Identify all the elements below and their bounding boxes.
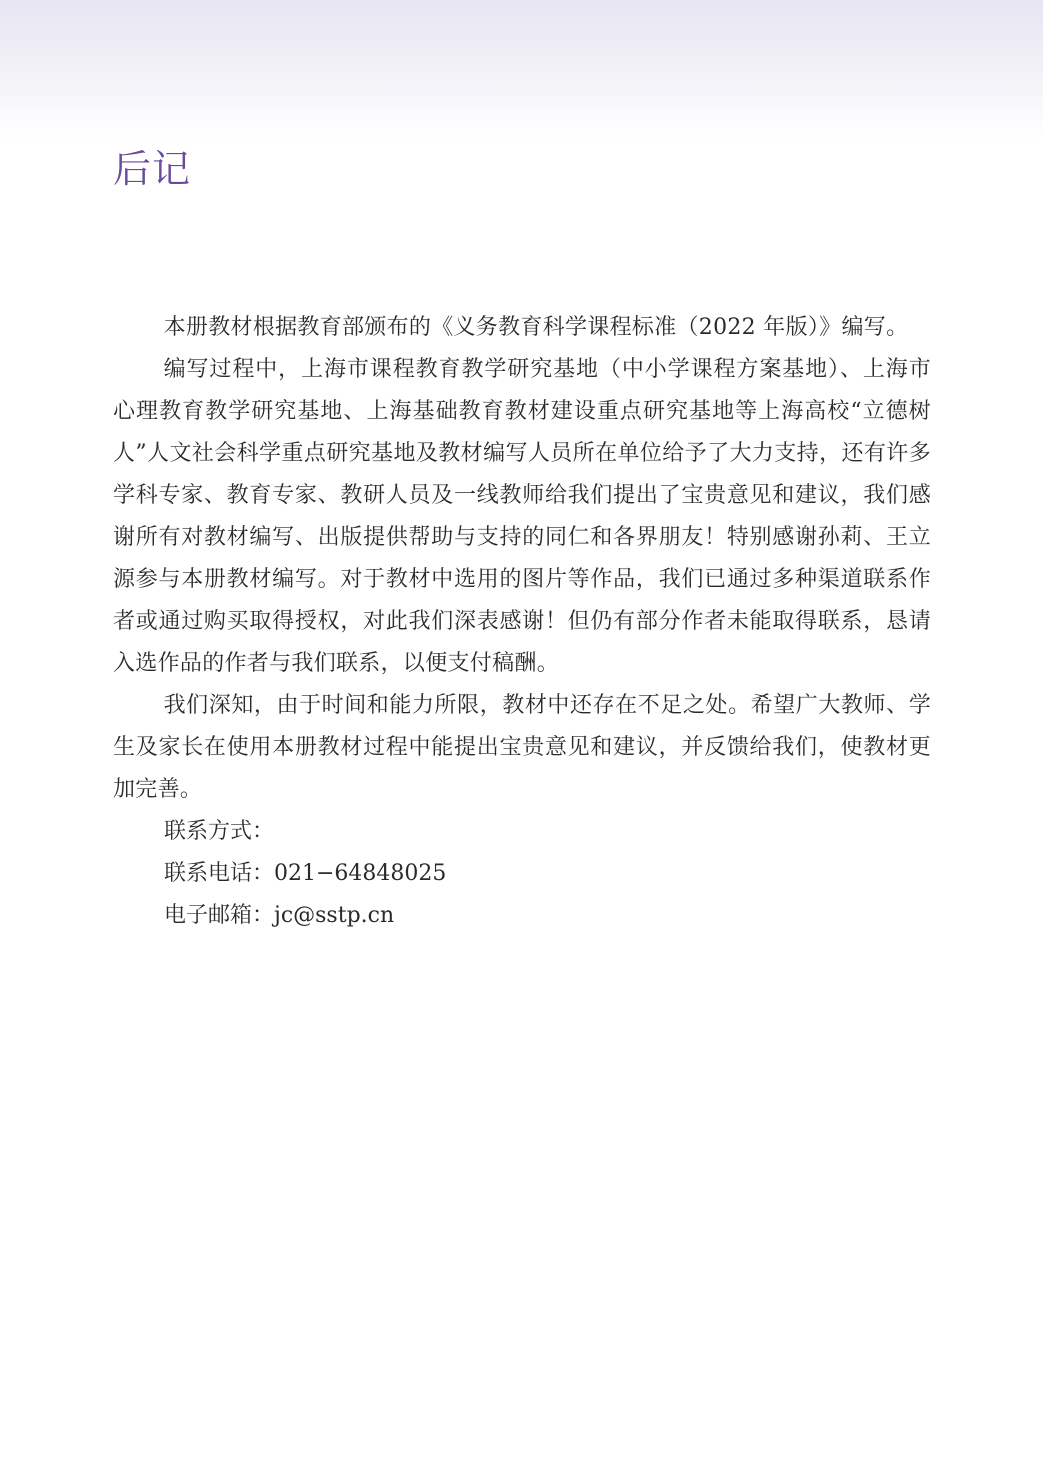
contact-email: 电子邮箱：jc@sstp.cn	[164, 903, 395, 928]
paragraph-acknowledgements: 编写过程中，上海市课程教育教学研究基地（中小学课程方案基地）、上海市心理教育教学研究基地、上海基础教育教材建设重点研究基地等上海高校“立德树人”人文社会科学重点研究基地及教材编写人员所在单位给予了大力支持，还有许多学科专家、教育专家、教研人员及一线教师给我们提出了宝贵意见和建议，我们感谢所有对教材编写、出版提供帮助与支持的同仁和各界朋友！特别感谢孙莉、王立源参与本册教材编写。对于教材中选用的图片等作品，我们已通过多种渠道联系作者或通过购买取得授权，对此我们深表感谢！但仍有部分作者未能取得联系，恳请入选作品的作者与我们联系，以便支付稿酬。	[113, 357, 931, 676]
paragraph-feedback-request: 我们深知，由于时间和能力所限，教材中还存在不足之处。希望广大教师、学生及家长在使用本册教材过程中能提出宝贵意见和建议，并反馈给我们，使教材更加完善。	[113, 693, 931, 802]
paragraph-curriculum-basis: 本册教材根据教育部颁布的《义务教育科学课程标准（2022 年版）》编写。	[163, 315, 909, 340]
contact-block	[113, 811, 931, 937]
contact-phone: 联系电话：021−64848025	[164, 861, 447, 886]
page-title: 后记	[113, 147, 192, 191]
header-gradient-band	[0, 0, 1043, 140]
contact-heading: 联系方式：	[164, 819, 275, 844]
afterword-body	[113, 307, 931, 937]
